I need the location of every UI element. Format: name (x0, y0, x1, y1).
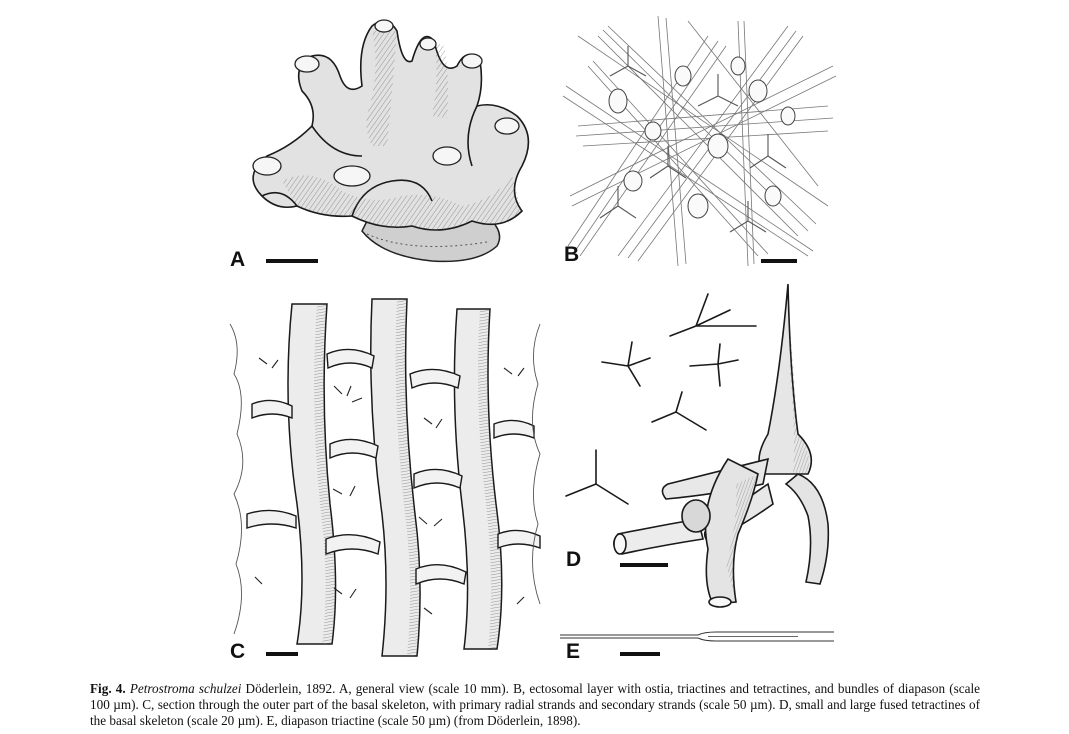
panel-a (222, 6, 552, 278)
panel-d (558, 284, 844, 624)
panel-b (558, 6, 844, 278)
panel-d-scale-bar (620, 563, 668, 567)
panel-d-illustration (558, 284, 844, 624)
panel-e-label: E (566, 640, 581, 663)
panel-e (558, 624, 844, 666)
panel-a-scale-bar (266, 259, 318, 263)
panel-a-label: A (230, 248, 246, 271)
panel-e-illustration (558, 624, 844, 666)
panel-b-scale-bar (761, 259, 797, 263)
caption-text: Döderlein, 1892. A, general view (scale 10 mm). B, ectosomal layer with ostia, triactines and tetractines, and bundles of diapason (scale 100 µm). C, section through the outer part of the basal skeleton, with primary radial strands and secondary strands (scale 50 µm). D, small and large fused tetractines of the basal skeleton (scale 20 µm). E, diapason triactine (scale 50 µm) (from Döderlein, 1898). (90, 681, 980, 729)
panel-a-illustration (222, 6, 552, 278)
panel-c (222, 284, 552, 666)
panel-d-label: D (566, 548, 582, 571)
panel-b-illustration (558, 6, 844, 278)
diapason-triactine (560, 632, 834, 641)
figure-label: Fig. 4. (90, 681, 126, 696)
panel-e-scale-bar (620, 652, 660, 656)
panel-c-illustration (222, 284, 552, 666)
panel-c-label: C (230, 640, 246, 663)
species-name: Petrostroma schulzei (129, 681, 242, 696)
panel-c-scale-bar (266, 652, 298, 656)
panel-b-label: B (564, 243, 580, 266)
spicule-bundles (563, 16, 836, 266)
figure-caption (90, 681, 980, 730)
